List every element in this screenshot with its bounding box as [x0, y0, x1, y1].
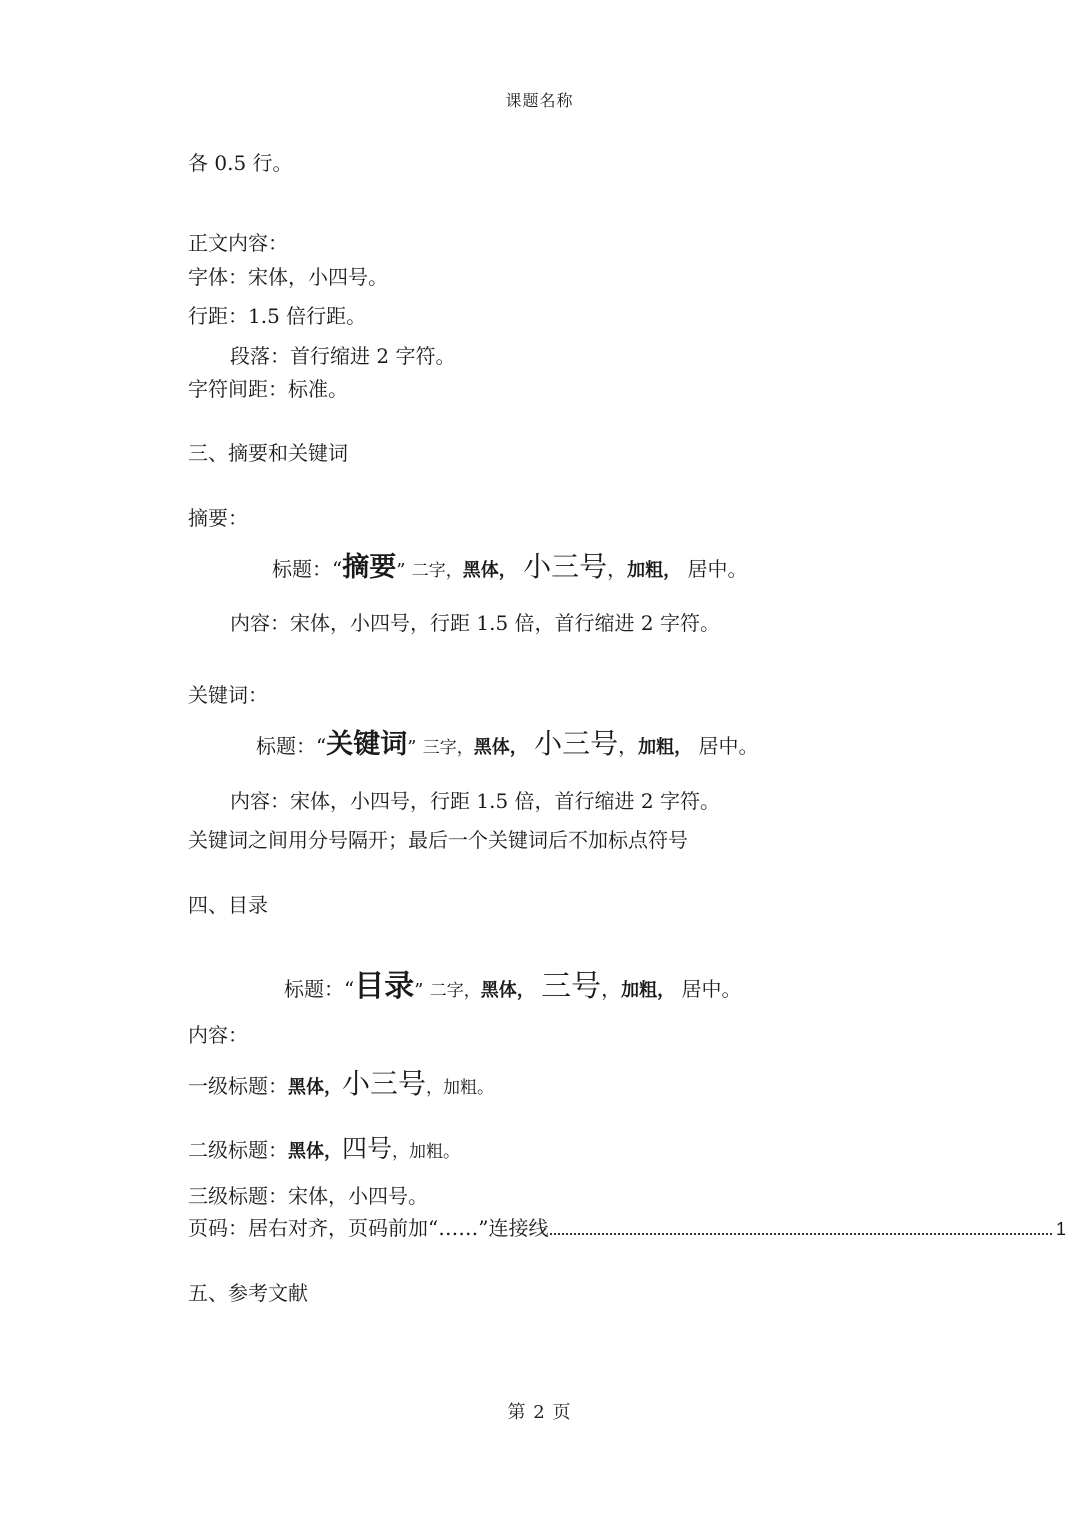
text-run: 一级标题： — [188, 1074, 288, 1098]
page-header: 课题名称 — [505, 91, 574, 110]
body-line: 段落：首行缩进 2 字符。 — [230, 344, 456, 368]
toc-page-number: 1 — [1055, 1219, 1066, 1239]
keyword-title-spec — [256, 727, 759, 761]
body-line: 内容：宋体，小四号，行距 1.5 倍，首行缩进 2 字符。 — [230, 789, 720, 813]
section-heading: 三、摘要和关键词 — [188, 441, 348, 465]
page-footer: 第 2 页 — [507, 1402, 572, 1423]
text-run: 黑体， — [473, 737, 528, 758]
body-line: 关键词： — [188, 683, 268, 707]
text-run: 三号 — [541, 969, 602, 1004]
body-line: 关键词之间用分号隔开；最后一个关键词后不加标点符号 — [188, 828, 688, 852]
text-run: 小三号 — [534, 727, 619, 760]
toc-entry-text: 页码：居右对齐，页码前加“……”连接线 — [188, 1216, 549, 1240]
text-run: 加粗， — [638, 737, 693, 758]
text-run: ” — [407, 737, 417, 758]
sample-word: 关键词 — [326, 729, 408, 760]
text-run: 黑体， — [462, 560, 517, 581]
text-run: 黑体， — [480, 980, 535, 1001]
text-run: 小三号 — [342, 1067, 427, 1100]
text-run: 加粗， — [627, 560, 682, 581]
text-run: 居中。 — [698, 734, 759, 758]
body-line: 内容： — [188, 1023, 248, 1047]
text-run: 居中。 — [687, 557, 748, 581]
text-run: 二字， — [429, 981, 481, 1001]
text-run: ， — [618, 734, 639, 758]
toc-title-spec — [284, 970, 742, 1004]
body-line: 字符间距：标准。 — [188, 377, 348, 401]
text-run: 加粗， — [621, 980, 676, 1001]
text-run: 黑体， — [288, 1077, 342, 1098]
text-run: 标题：“ — [284, 977, 355, 1001]
text-run: 居中。 — [681, 977, 742, 1001]
text-run: ， — [601, 977, 622, 1001]
text-run: 标题：“ — [256, 734, 327, 758]
text-run: ， — [607, 557, 628, 581]
abstract-title-spec — [272, 550, 748, 584]
sample-word: 目录 — [354, 969, 415, 1004]
text-run: 标题：“ — [272, 557, 343, 581]
text-run: ，加粗。 — [392, 1142, 461, 1162]
sample-word: 摘要 — [342, 552, 397, 583]
toc-level1-spec — [188, 1067, 494, 1101]
text-run: 二字， — [411, 561, 463, 581]
body-line: 正文内容： — [188, 231, 288, 255]
text-run: ” — [396, 560, 406, 581]
toc-entry-line — [188, 1214, 1066, 1242]
section-heading: 四、目录 — [188, 893, 268, 917]
text-run: 四号 — [342, 1134, 393, 1163]
body-line: 内容：宋体，小四号，行距 1.5 倍，首行缩进 2 字符。 — [230, 611, 720, 635]
body-line: 行距：1.5 倍行距。 — [188, 304, 367, 328]
text-run: 小三号 — [523, 550, 608, 583]
toc-level2-spec — [188, 1132, 460, 1166]
text-run: 三字， — [422, 738, 474, 758]
text-run: 二级标题： — [188, 1138, 288, 1162]
text-run: 黑体， — [288, 1141, 342, 1162]
toc-level3-spec: 三级标题：宋体，小四号。 — [188, 1184, 428, 1208]
body-line: 各 0.5 行。 — [188, 151, 293, 175]
body-line: 摘要： — [188, 506, 248, 530]
body-line: 字体：宋体，小四号。 — [188, 265, 388, 289]
dot-leader — [550, 1232, 1052, 1235]
text-run: ，加粗。 — [426, 1078, 495, 1098]
section-heading: 五、参考文献 — [188, 1281, 308, 1305]
text-run: ” — [414, 980, 424, 1001]
